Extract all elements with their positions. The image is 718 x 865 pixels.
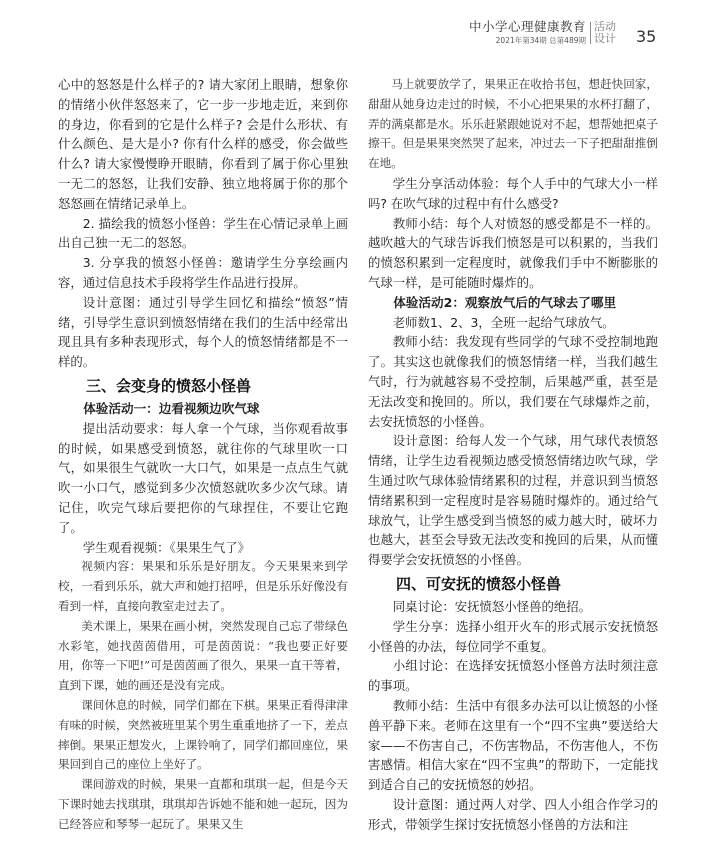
right-column bbox=[368, 75, 658, 834]
paragraph: 教师小结：生活中有很多办法可以让愤怒的小怪兽平静下来。老师在这里有一个“四不宝典”要送给大家——不伤害自己，不伤害物品，不伤害他人，不伤害感情。相信大家在“四不宝典”的帮助下，一定能找到适合自己的安抚愤怒的妙招。 bbox=[368, 697, 658, 793]
paragraph: 小组讨论：在选择安抚愤怒小怪兽方法时须注意的事项。 bbox=[368, 658, 658, 694]
paragraph: 美术课上，果果在画小树，突然发现自己忘了带绿色水彩笔，她找茵茵借用，可是茵茵说：“我也要正好要用，你等一下吧!”可是茵茵画了很久，果果一直干等着，直到下课，她的画还是没有完成。 bbox=[58, 618, 348, 693]
journal-info bbox=[469, 20, 586, 46]
activity-heading: 体验活动2：观察放气后的气球去了哪里 bbox=[393, 294, 617, 310]
paragraph: 学生观看视频：《果果生气了》 bbox=[82, 539, 251, 555]
paragraph: 教师小结：每个人对愤怒的感受都是不一样的。越吹越大的气球告诉我们愤怒是可以积累的，当我们的愤怒积累到一定程度时，就像我们手中不断膨胀的气球一样，是可能随时爆炸的。 bbox=[368, 215, 658, 290]
paragraph: 学生分享活动体验：每个人手中的气球大小一样吗? 在吹气球的过程中有什么感受? bbox=[368, 175, 658, 211]
issue-info: 2021年第34期 总第489期 bbox=[495, 36, 586, 45]
header-divider bbox=[590, 22, 591, 44]
paragraph: 心中的怒怒是什么样子的? 请大家闭上眼睛，想象你的情绪小伙伴怒怒来了，它一步一步地走近，来到你的身边，你看到的它是什么样子? 会是什么形状、有什么颜色、是大是小? 你有什么样的感受，你会做些什么? 请大家慢慢睁开眼睛，你看到了属于你心里独一无二的怒怒，让我们安静、独立地将属于你的那个怒怒画在情绪记录单上。 bbox=[58, 77, 348, 211]
section-heading: 三、会变身的愤怒小怪兽 bbox=[86, 376, 252, 395]
paragraph: 同桌讨论：安抚愤怒小怪兽的绝招。 bbox=[392, 598, 592, 614]
page-header bbox=[0, 0, 718, 50]
paragraph: 设计意图：给每人发一个气球，用气球代表愤怒情绪，让学生边看视频边感受愤怒情绪边吹气球，学生通过吹气球体验情绪累积的过程，并意识到当愤怒情绪累积到一定程度时是容易随时爆炸的。通过给气球放气，让学生感受到当愤怒的威力越大时，破坏力也越大，甚至会导致无法改变和挽回的后果，从而懂得要学会安抚愤怒的小怪兽。 bbox=[368, 433, 658, 568]
page-number: 35 bbox=[636, 27, 657, 46]
paragraph: 课间游戏的时候，果果一直都和琪琪一起，但是今天下课时她去找琪琪，琪琪却告诉她不能和她一起玩，因为已经答应和琴琴一起玩了。果果又生 bbox=[58, 777, 348, 831]
paragraph: 设计意图：通过两人对学、四人小组合作学习的形式，带领学生探讨安抚愤怒小怪兽的方法和注 bbox=[368, 796, 658, 832]
paragraph: 教师小结：我发现有些同学的气球不受控制地跑了。其实这也就像我们的愤怒情绪一样，当我们越生气时，行为就越容易不受控制，后果越严重，甚至是无法改变和挽回的。所以，我们要在气球爆炸之前，去安抚愤怒的小怪兽。 bbox=[368, 334, 658, 429]
paragraph: 视频内容：果果和乐乐是好朋友。今天果果来到学校，一看到乐乐，就大声和她打招呼，但是乐乐好像没有看到一样，直接向教室走过去了。 bbox=[58, 559, 348, 613]
paragraph: 课间休息的时候，同学们都在下棋。果果正看得津津有味的时候，突然被班里某个男生重重地挤了一下，差点摔倒。果果正想发火，上课铃响了，同学们都回座位，果果回到自己的座位上坐好了。 bbox=[58, 697, 348, 772]
paragraph: 老师数1、2、3，全班一起给气球放气。 bbox=[392, 314, 615, 330]
section-label: 活动设计 bbox=[594, 20, 616, 45]
left-column bbox=[58, 75, 348, 834]
journal-title: 中小学心理健康教育 bbox=[468, 19, 586, 34]
paragraph: 3. 分享我的愤怒小怪兽：邀请学生分享绘画内容，通过信息技术手段将学生作品进行投屏。 bbox=[58, 255, 348, 290]
paragraph: 马上就要放学了，果果正在收拾书包，想赶快回家，甜甜从她身边走过的时候，不小心把果果的水杯打翻了，弄的满桌都是水。乐乐赶紧跟她说对不起，想帮她把桌子擦干。但是果果突然哭了起来，冲过去一下子把甜甜推倒在地。 bbox=[368, 77, 658, 171]
section-heading: 四、可安抚的愤怒小怪兽 bbox=[396, 574, 562, 593]
activity-heading: 体验活动一：边看视频边吹气球 bbox=[83, 400, 260, 416]
paragraph: 提出活动要求：每人拿一个气球，当你观看故事的时候，如果感受到愤怒，就往你的气球里吹一口气，如果很生气就吹一大口气，如果是一点点生气就吹一小口气，感觉到多少次愤怒就吹多少次气球。请记住，吹完气球后要把你的气球捏住，不要让它跑了。 bbox=[58, 420, 348, 535]
paragraph: 设计意图：通过引导学生回忆和描绘“愤怒”情绪，引导学生意识到愤怒情绪在我们的生活中经常出现且具有多种表现形式，每个人的愤怒情绪都是不一样的。 bbox=[58, 294, 348, 370]
paragraph: 2. 描绘我的愤怒小怪兽：学生在心情记录单上画出自己独一无二的怒怒。 bbox=[58, 215, 348, 251]
paragraph: 学生分享：选择小组开火车的形式展示安抚愤怒小怪兽的办法，每位同学不重复。 bbox=[368, 618, 658, 654]
